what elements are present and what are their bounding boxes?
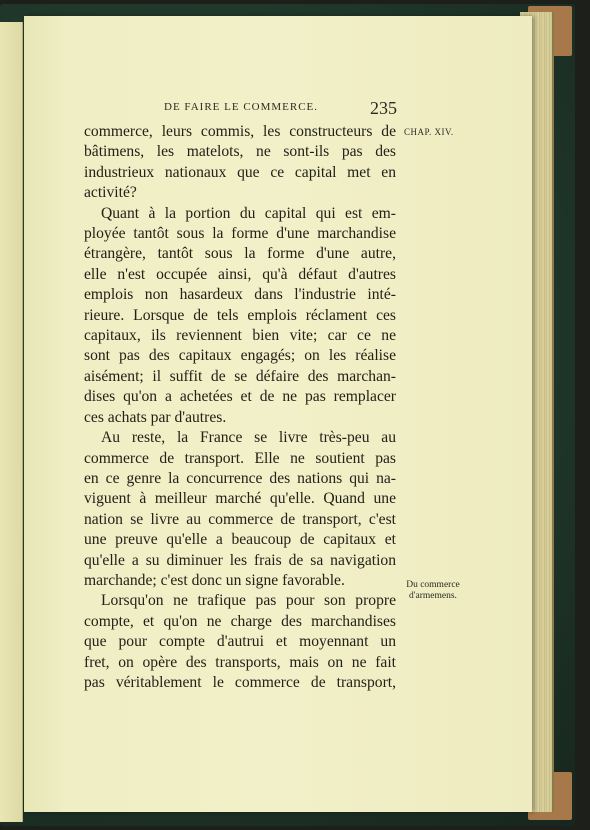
text-line: aisément; il suffit de se défaire des marchan- <box>84 367 396 385</box>
running-title: DE FAIRE LE COMMERCE. <box>164 101 319 113</box>
text-line: bâtimens, les matelots, ne sont-ils pas des <box>84 143 396 161</box>
text-line: étrangère, tantôt sous la forme d'une autre, <box>84 245 396 263</box>
text-line: viguent à meilleur marché qu'elle. Quand une <box>84 490 396 508</box>
text-line: capitaux, ils reviennent bien vite; car ce ne <box>84 327 396 345</box>
text-line: rieure. Lorsque de tels emplois réclament ces <box>84 306 396 324</box>
text-line: marchande; c'est donc un signe favorable. <box>84 571 345 589</box>
text-line: emplois non hasardeux dans l'industrie inté- <box>84 286 396 304</box>
text-line: ployée tantôt sous la forme d'une marchandise <box>84 225 396 243</box>
text-line: que pour compte d'autrui et moyennant un <box>84 633 396 651</box>
text-line: une preuve qu'elle a beaucoup de capitaux et <box>84 531 396 549</box>
text-line: sont pas des capitaux engagés; on les réalise <box>84 347 396 365</box>
text-line: activité? <box>84 184 137 202</box>
text-line: commerce de transport. Elle ne soutient pas <box>84 449 396 467</box>
side-note-line-1: Du commerce <box>406 580 460 590</box>
side-note-line-2: d'armemens. <box>409 591 457 601</box>
text-line: industrieux nationaux que ce capital met en <box>84 163 396 181</box>
text-line: ces achats par d'autres. <box>84 408 227 426</box>
text-line: qu'elle a su diminuer les frais de sa navigation <box>84 551 396 569</box>
chapter-marker: CHAP. XIV. <box>404 127 454 137</box>
text-line: Lorsqu'on ne trafique pas pour son propre <box>101 592 396 610</box>
text-line: pas véritablement le commerce de transport, <box>84 673 396 691</box>
body-text <box>84 122 396 693</box>
side-note <box>400 580 466 602</box>
text-line: Au reste, la France se livre très-peu au <box>101 429 396 447</box>
page-number: 235 <box>370 98 397 118</box>
text-line: en ce genre la concurrence des nations qui na- <box>84 469 396 487</box>
text-line: commerce, leurs commis, les constructeurs de <box>84 123 396 140</box>
facing-page-edge <box>0 22 23 822</box>
text-line: fret, on opère des transports, mais on ne fait <box>84 653 396 671</box>
text-line: nation se livre au commerce de transport, c'est <box>84 510 396 528</box>
text-line: compte, et qu'on ne charge des marchandises <box>84 612 396 630</box>
text-line: dises qu'on a achetées et de ne pas remplacer <box>84 388 396 406</box>
text-line: elle n'est occupée ainsi, qu'à défaut d'autres <box>84 265 396 283</box>
text-line: Quant à la portion du capital qui est em- <box>101 204 396 222</box>
